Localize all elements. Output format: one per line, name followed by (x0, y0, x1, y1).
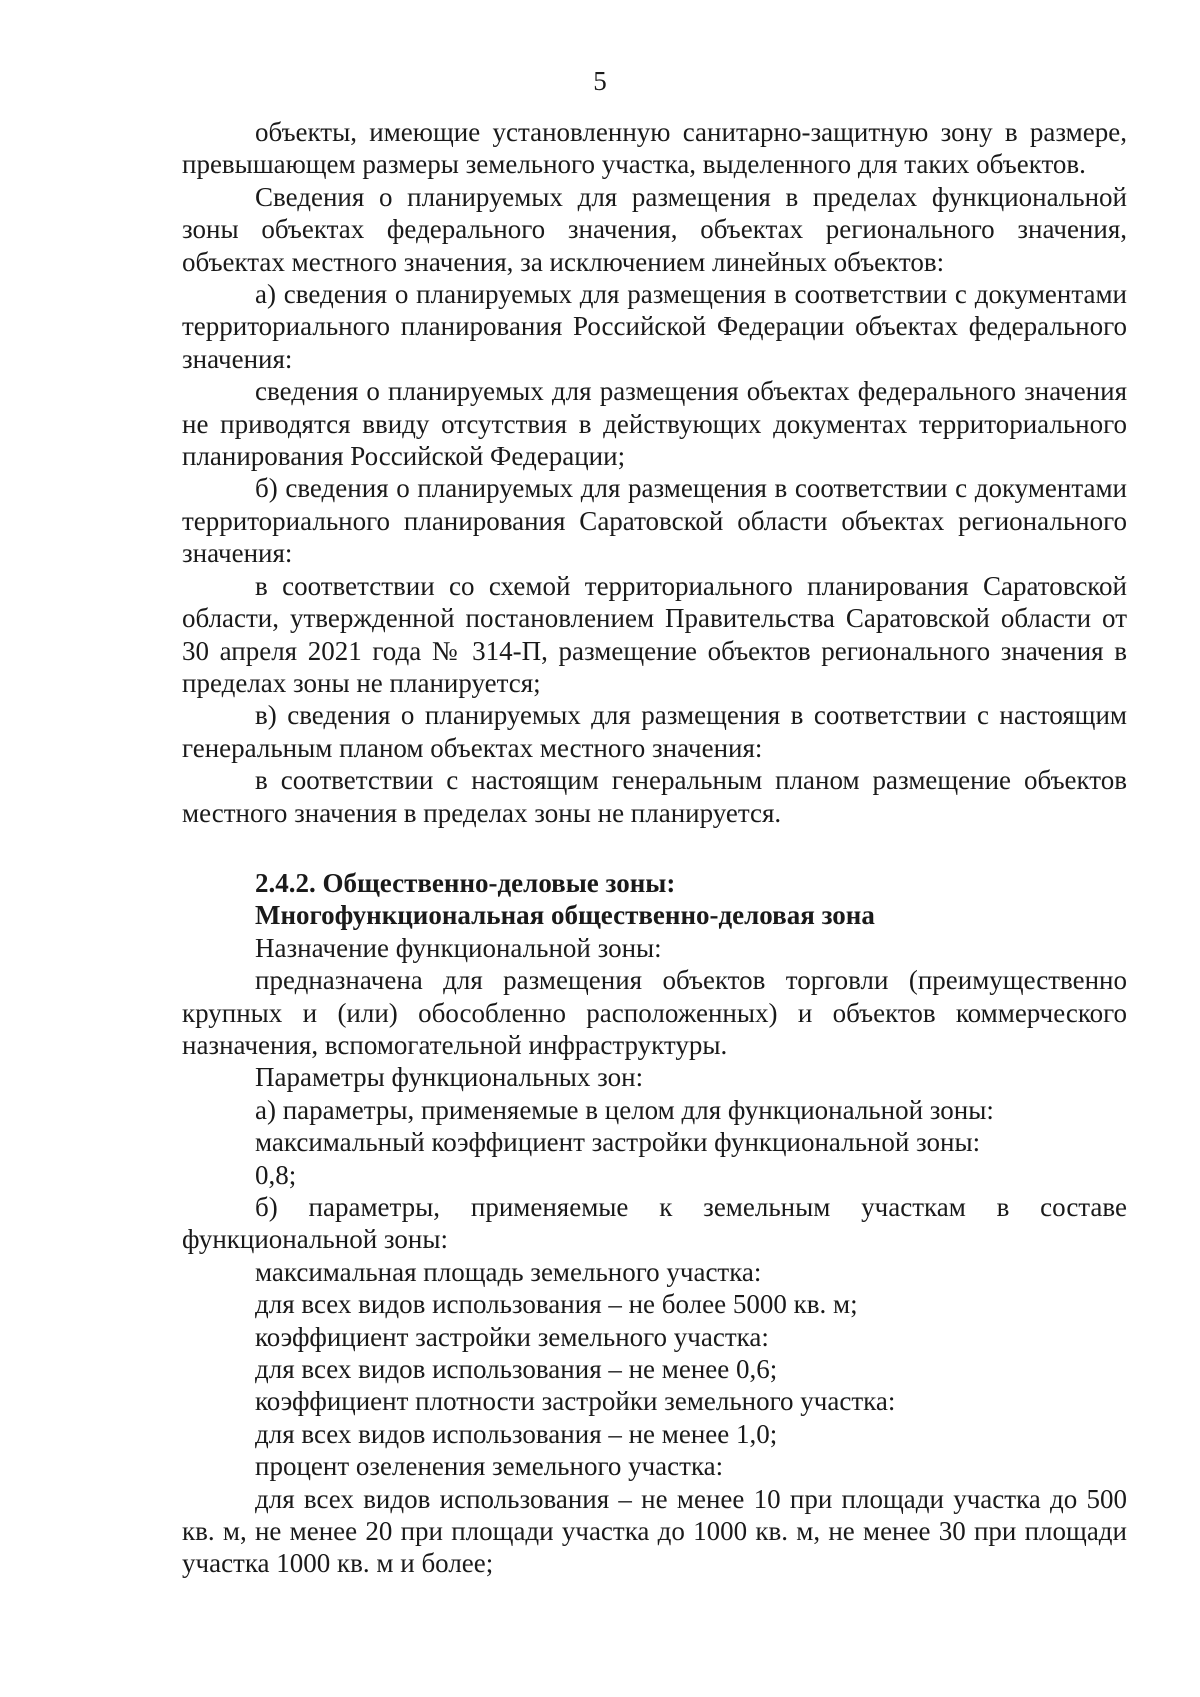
paragraph: Назначение функциональной зоны: (255, 932, 662, 963)
paragraph: объекты, имеющие установленную санитарно-защитную зону в размере, превышающем размеры земельного участка, выделенного для таких объектов. (182, 117, 1127, 180)
paragraph: Параметры функциональных зон: (255, 1062, 644, 1093)
zone-heading: Многофункциональная общественно-деловая зона (255, 900, 875, 931)
paragraphs-bottom (182, 932, 1127, 1580)
paragraph: а) параметры, применяемые в целом для функциональной зоны: (255, 1094, 994, 1125)
paragraph: коэффициент плотности застройки земельного участка: (255, 1386, 896, 1417)
paragraph: б) параметры, применяемые к земельным участкам в составе функциональной зоны: (182, 1192, 1127, 1255)
page-number: 5 (593, 66, 607, 96)
paragraph: для всех видов использования – не менее 10 при площади участка до 500 кв. м, не менее 20 при площади участка до 1000 кв. м, не менее 30 при площади участка 1000 кв. м и более; (182, 1483, 1127, 1579)
paragraph: Сведения о планируемых для размещения в пределах функциональной зоны объектах федерального значения, объектах регионального значения, объектах местного значения, за исключением линейных объектов: (182, 181, 1127, 277)
paragraph: максимальная площадь земельного участка: (255, 1256, 762, 1287)
paragraph: а) сведения о планируемых для размещения в соответствии с документами территориального планирования Российской Федерации объектах федерального значения: (182, 279, 1127, 374)
paragraph: предназначена для размещения объектов торговли (преимущественно крупных и (или) обособленно расположенных) и объектов коммерческого назначения, вспомогательной инфраструктуры. (182, 965, 1127, 1060)
paragraph: в соответствии с настоящим генеральным планом размещение объектов местного значения в пределах зоны не планируется. (182, 765, 1127, 828)
paragraph: коэффициент застройки земельного участка: (255, 1321, 769, 1352)
paragraph: для всех видов использования – не менее 1,0; (255, 1418, 778, 1449)
paragraph: в) сведения о планируемых для размещения в соответствии с настоящим генеральным планом объектах местного значения: (182, 700, 1127, 763)
document-body (182, 116, 1127, 1580)
paragraph: в соответствии со схемой территориального планирования Саратовской области, утвержденной постановлением Правительства Саратовской области от 30 апреля 2021 года № 314-П, размещение объектов регионального значения в пределах зоны не планируется; (182, 570, 1127, 698)
paragraph: сведения о планируемых для размещения объектах федерального значения не приводятся ввиду отсутствия в действующих документах территориального планирования Российской Федерации; (182, 376, 1127, 472)
section-heading: 2.4.2. Общественно-деловые зоны: (255, 867, 676, 898)
paragraph: для всех видов использования – не более 5000 кв. м; (255, 1289, 858, 1320)
paragraphs-top (182, 116, 1127, 829)
paragraph: максимальный коэффициент застройки функциональной зоны: (255, 1127, 981, 1158)
paragraph: б) сведения о планируемых для размещения в соответствии с документами территориального планирования Саратовской области объектах регионального значения: (182, 473, 1127, 569)
section-gap (182, 829, 1127, 867)
paragraph: 0,8; (255, 1159, 297, 1190)
paragraph: процент озеленения земельного участка: (255, 1451, 724, 1482)
paragraph: для всех видов использования – не менее 0,6; (255, 1354, 778, 1385)
